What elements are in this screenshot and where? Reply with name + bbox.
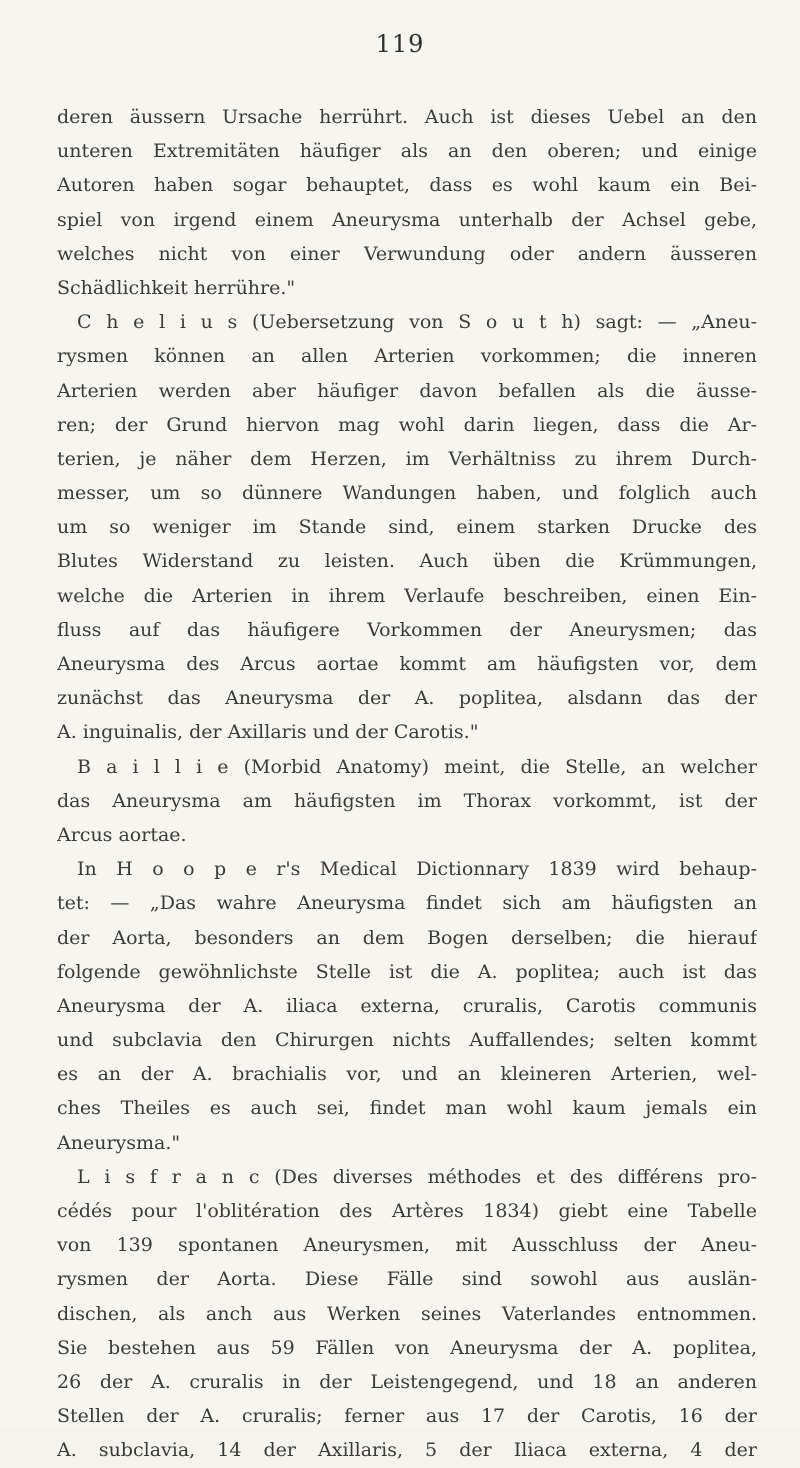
text-line: cédés pour l'oblitération des Artères 1834) giebt eine Tabelle <box>57 1200 757 1222</box>
text-line: das Aneurysma am häufigsten im Thorax vorkommt, ist der <box>57 789 757 812</box>
text-line: ren; der Grund hiervon mag wohl darin liegen, dass die Ar- <box>57 413 757 436</box>
text-line: Schädlichkeit herrühre." <box>57 276 296 299</box>
text-line: terien, je näher dem Herzen, im Verhältniss zu ihrem Durch- <box>57 447 757 470</box>
text-line: dischen, als anch aus Werken seines Vaterlandes entnommen. <box>57 1302 757 1325</box>
text-line: der Aorta, besonders an dem Bogen derselben; die hierauf <box>57 926 757 949</box>
text-line: In H o o p e r's Medical Dictionnary 1839 wird behaup- <box>77 858 757 881</box>
text-line: Aneurysma." <box>57 1131 181 1154</box>
text-line: unteren Extremitäten häufiger als an den oberen; und einige <box>57 140 757 163</box>
text-line: welches nicht von einer Verwundung oder andern äusseren <box>57 242 757 265</box>
text-line: Arterien werden aber häufiger davon befallen als die äusse- <box>57 379 757 402</box>
text-line: ches Theiles es auch sei, findet man wohl kaum jemals ein <box>57 1097 757 1120</box>
body-text <box>57 100 757 1468</box>
text-line: Sie bestehen aus 59 Fällen von Aneurysma der A. poplitea, <box>57 1336 757 1359</box>
text-line: Arcus aortae. <box>57 823 187 846</box>
text-line: Aneurysma des Arcus aortae kommt am häufigsten vor, dem <box>57 653 757 675</box>
text-line: deren äussern Ursache herrührt. Auch ist dieses Uebel an den <box>57 106 757 128</box>
text-line: A. inguinalis, der Axillaris und der Carotis." <box>57 721 479 744</box>
text-line: welche die Arterien in ihrem Verlaufe beschreiben, einen Ein- <box>57 584 757 607</box>
text-line: 26 der A. cruralis in der Leistengegend, und 18 an anderen <box>57 1370 757 1393</box>
text-line: messer, um so dünnere Wandungen haben, und folglich auch <box>57 482 757 505</box>
text-line: um so weniger im Stande sind, einem starken Drucke des <box>57 516 757 539</box>
text-line: und subclavia den Chirurgen nichts Auffallendes; selten kommt <box>57 1029 757 1052</box>
text-line: Blutes Widerstand zu leisten. Auch üben die Krümmungen, <box>57 550 757 573</box>
text-line: Aneurysma der A. iliaca externa, cruralis, Carotis communis <box>57 994 757 1017</box>
text-line: fluss auf das häufigere Vorkommen der Aneurysmen; das <box>57 618 757 641</box>
text-line: von 139 spontanen Aneurysmen, mit Ausschluss der Aneu- <box>57 1234 757 1257</box>
text-line: A. subclavia, 14 der Axillaris, 5 der Iliaca externa, 4 der <box>57 1439 757 1462</box>
text-line: tet: — „Das wahre Aneurysma findet sich am häufigsten an <box>57 892 757 915</box>
text-line: L i s f r a n c (Des diverses méthodes et des différens pro- <box>77 1165 757 1188</box>
text-line: zunächst das Aneurysma der A. poplitea, alsdann das der <box>57 687 757 710</box>
text-line: spiel von irgend einem Aneurysma unterhalb der Achsel gebe, <box>57 208 757 231</box>
text-line: rysmen der Aorta. Diese Fälle sind sowohl aus auslän- <box>57 1268 757 1291</box>
text-line: Stellen der A. cruralis; ferner aus 17 der Carotis, 16 der <box>57 1405 757 1428</box>
text-line: B a i l l i e (Morbid Anatomy) meint, die Stelle, an welcher <box>77 755 757 778</box>
text-line: rysmen können an allen Arterien vorkommen; die inneren <box>57 345 757 368</box>
text-line: es an der A. brachialis vor, und an kleineren Arterien, wel- <box>57 1063 757 1086</box>
page-number: 119 <box>375 30 425 58</box>
text-line: C h e l i u s (Uebersetzung von S o u t h) sagt: — „Aneu- <box>77 311 757 334</box>
text-line: Autoren haben sogar behauptet, dass es wohl kaum ein Bei- <box>57 174 757 197</box>
text-line: folgende gewöhnlichste Stelle ist die A. poplitea; auch ist das <box>57 960 757 983</box>
